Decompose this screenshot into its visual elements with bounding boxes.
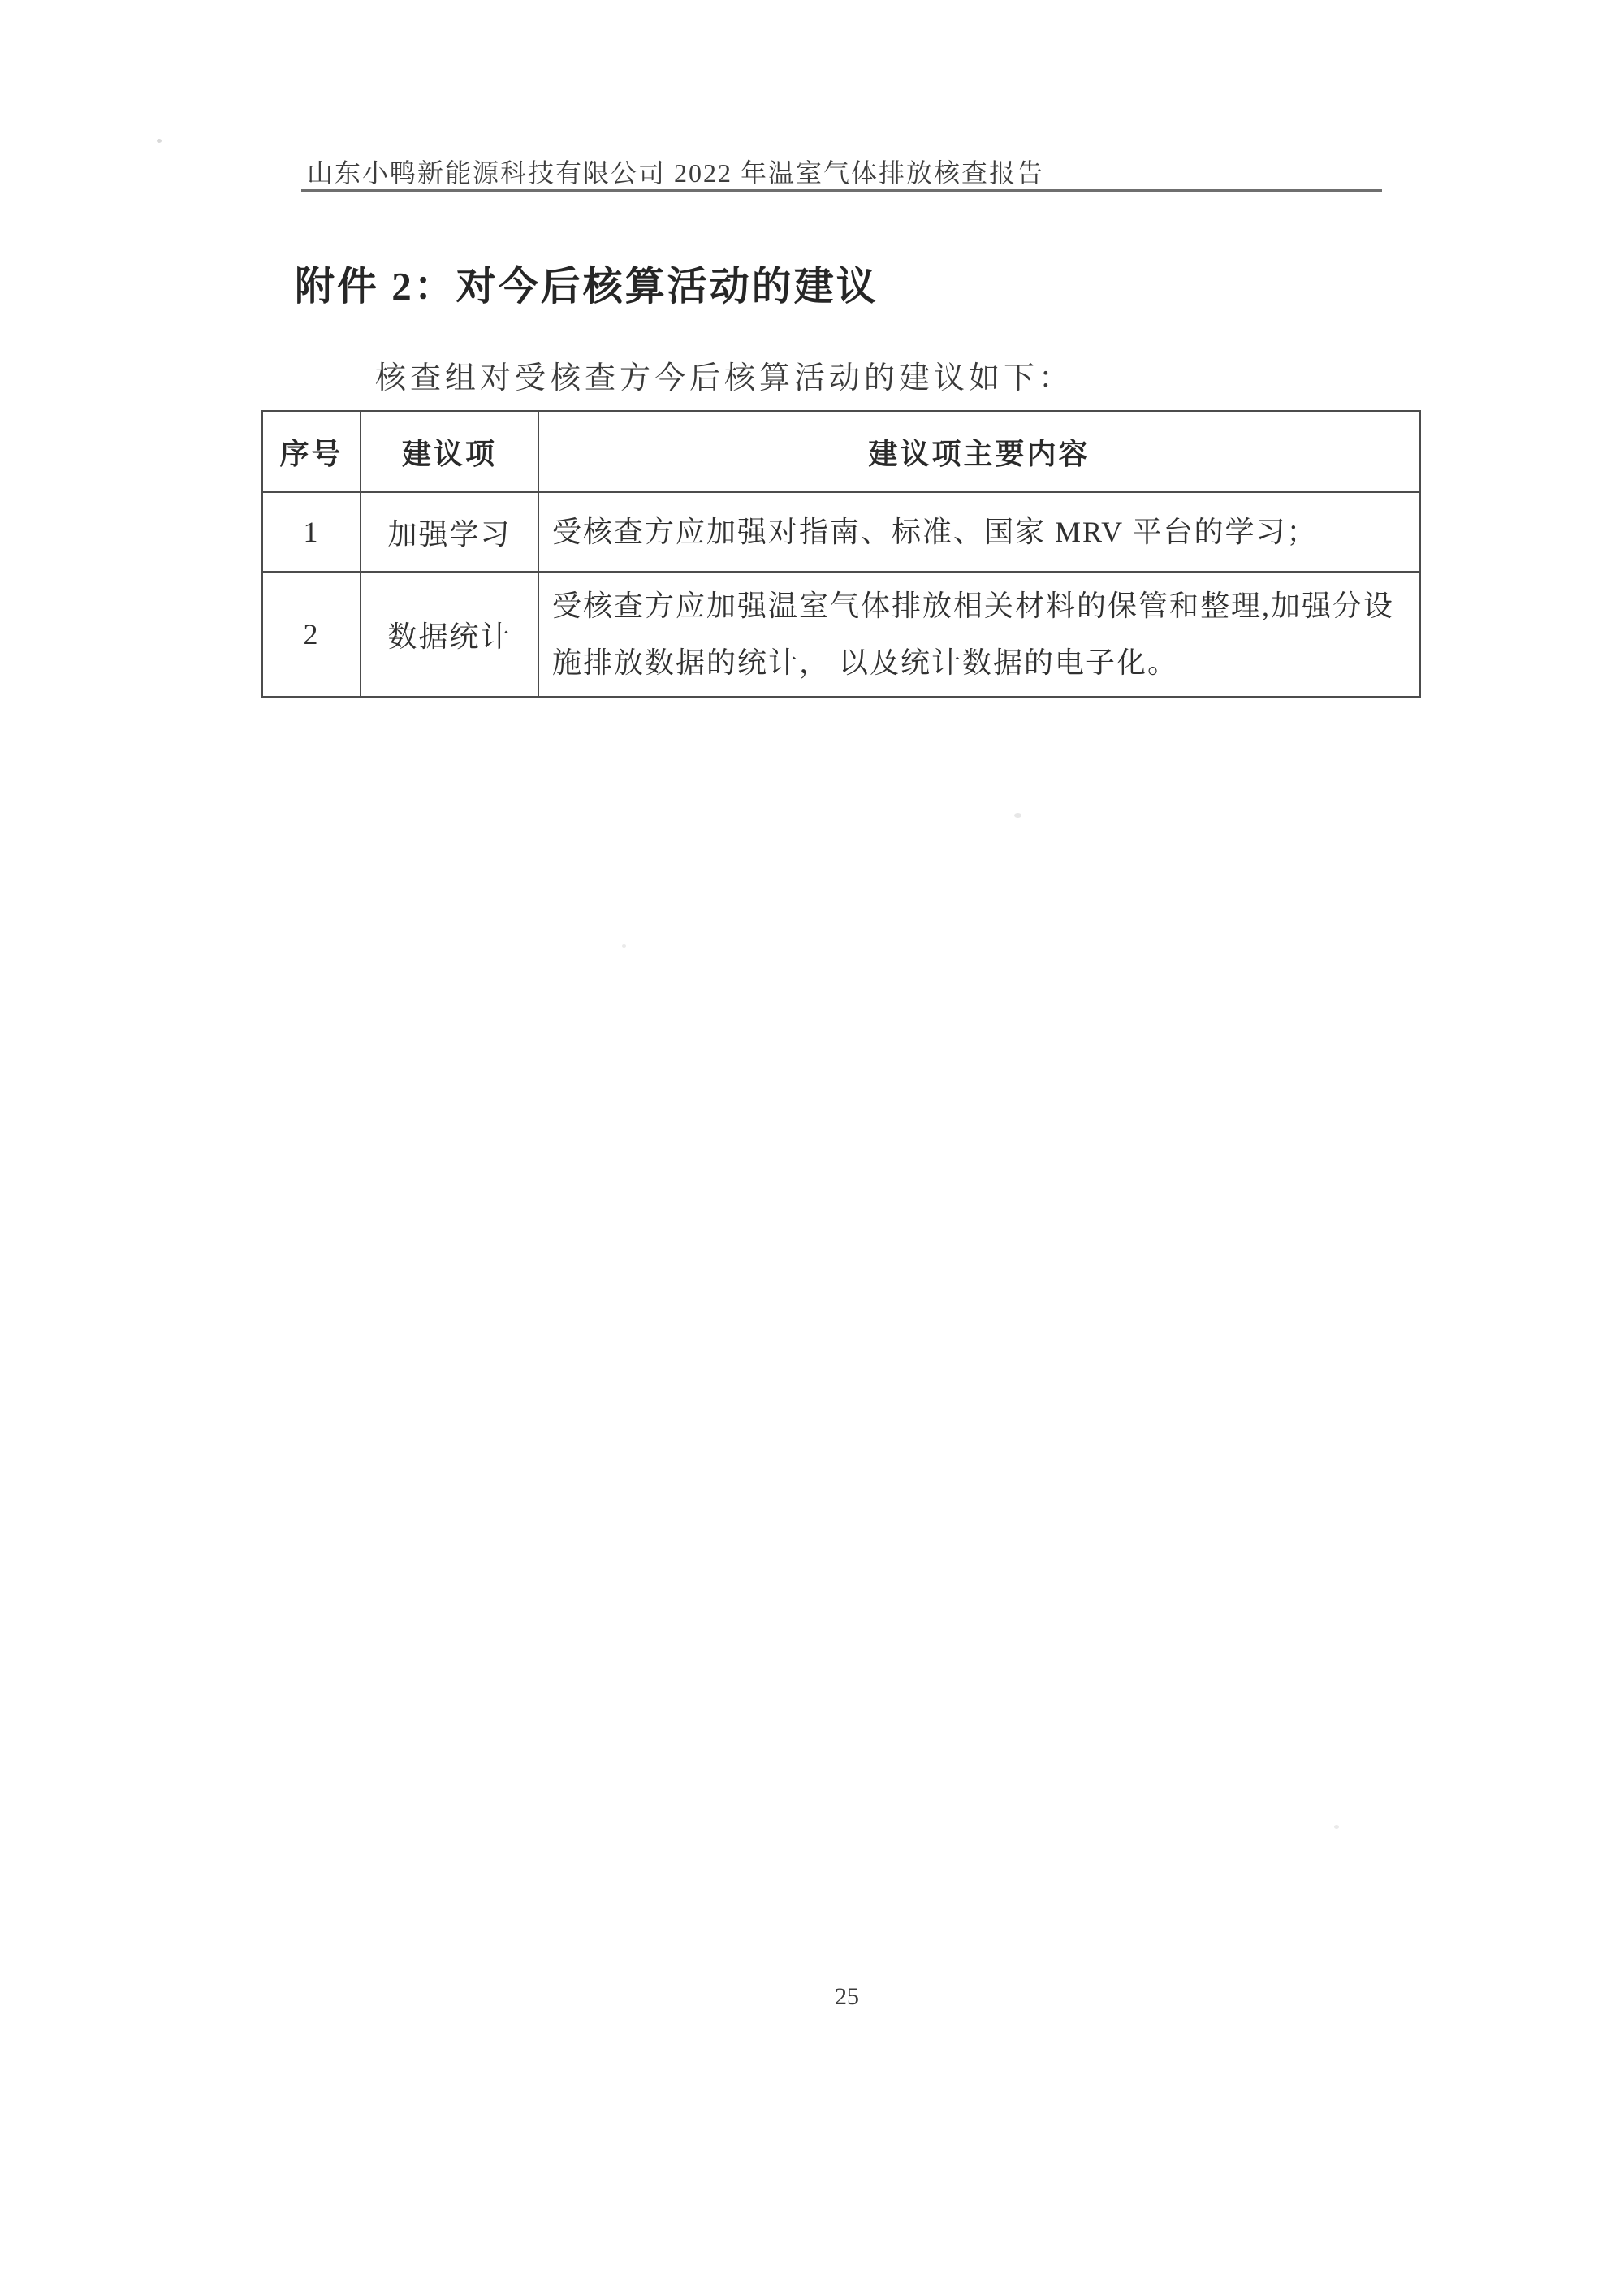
suggestions-table-wrapper: [261, 410, 1421, 698]
table-row: [262, 572, 1420, 697]
scan-speck: [157, 139, 162, 143]
header-rule: [301, 189, 1382, 192]
col-header-content: 建议项主要内容: [538, 411, 1420, 492]
table-header-row: [262, 411, 1420, 492]
row2-no: 2: [262, 572, 361, 697]
scan-speck: [622, 944, 626, 948]
row1-no: 1: [262, 492, 361, 572]
running-header: 山东小鸭新能源科技有限公司 2022 年温室气体排放核查报告: [307, 158, 1045, 188]
table-row: [262, 492, 1420, 572]
scan-speck: [1334, 1825, 1339, 1829]
page-number: 25: [835, 1983, 859, 2010]
col-header-item: 建议项: [361, 411, 538, 492]
row1-content: 受核查方应加强对指南、标准、国家 MRV 平台的学习；: [538, 492, 1420, 572]
section-title: 附件 2：对今后核算活动的建议: [295, 264, 879, 309]
suggestions-table: [261, 410, 1421, 698]
row1-item: 加强学习: [361, 492, 538, 572]
col-header-no: 序号: [262, 411, 361, 492]
row2-content: 受核查方应加强温室气体排放相关材料的保管和整理,加强分设施排放数据的统计， 以及统计数据的电子化。: [538, 572, 1420, 697]
intro-paragraph: 核查组对受核查方今后核算活动的建议如下：: [375, 361, 1074, 395]
scan-speck: [1014, 813, 1021, 818]
row2-item: 数据统计: [361, 572, 538, 697]
